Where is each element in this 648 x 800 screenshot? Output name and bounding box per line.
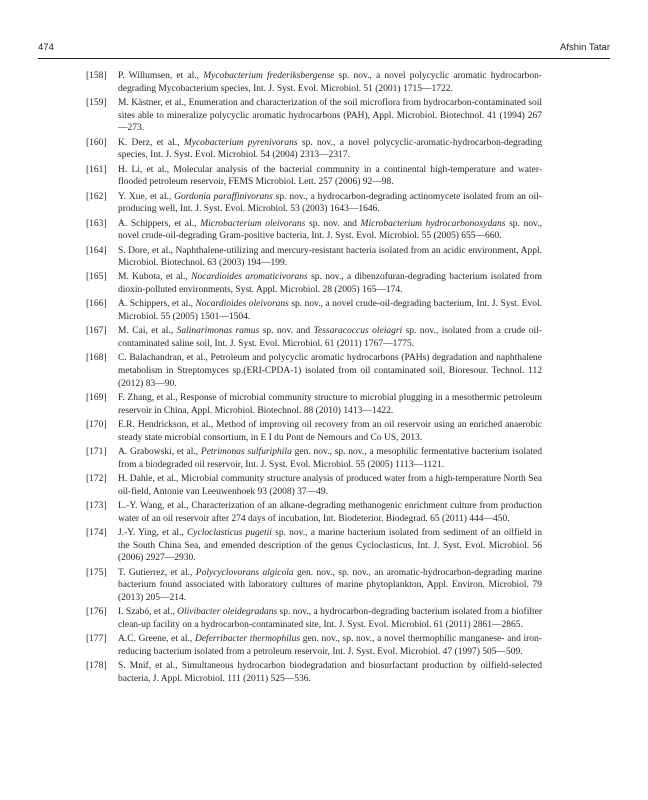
- page-number: 474: [38, 42, 54, 53]
- reference-item: [86, 352, 542, 390]
- species-name: Gordonia paraffinivorans: [174, 191, 273, 202]
- species-name: Tessaracoccus oleiagri: [313, 326, 403, 337]
- reference-text: gen. nov., sp. nov., an aromatic-hydrocarbon-degrading marine bacterium found associated with laboratory cultures of marine phytoplankton, Appl. Environ. Microbiol. 79 (2013) 205—214.: [118, 567, 542, 603]
- reference-text: gen. nov., sp. nov., a novel thermophilic manganese- and iron-reducing bacterium isolated from a petroleum reservoir, Int. J. Syst. Evol. Microbiol. 47 (1997) 505—509.: [118, 634, 542, 657]
- reference-text: M. Kubota, et al.,: [118, 272, 192, 283]
- reference-text: S. Mnif, et al., Simultaneous hydrocarbon biodegradation and biosurfactant production by oilfield-selected bacteria, J. Appl. Microbiol. 111 (2011) 525—536.: [118, 661, 542, 684]
- reference-number: [161]: [86, 164, 107, 175]
- reference-number: [164]: [86, 245, 107, 256]
- reference-item: [86, 660, 542, 685]
- reference-item: [86, 500, 542, 525]
- reference-text: A.C. Greene, et al.,: [118, 634, 195, 645]
- reference-number: [163]: [86, 218, 107, 229]
- species-name: Microbacterium hydrocarbonoxydans: [360, 218, 506, 229]
- running-author: Afshin Tatar: [560, 42, 610, 53]
- reference-number: [176]: [86, 607, 107, 618]
- reference-item: [86, 567, 542, 605]
- reference-text: Y. Xue, et al.,: [118, 191, 175, 202]
- species-name: Mycobacterium frederiksbergense: [203, 71, 335, 81]
- reference-text: sp. nov., a novel crude-oil-degrading bacterium, Int. J. Syst. Evol. Microbiol. 55 (2005) 1501—1504.: [118, 299, 542, 323]
- reference-item: [86, 606, 542, 631]
- reference-text: H. Li, et al., Molecular analysis of the bacterial community in a continental high-temperature and water-flooded petroleum reservoir, FEMS Microbiol. Lett. 257 (2006) 92—98.: [118, 164, 542, 188]
- reference-text: J.-Y. Ying, et al.,: [118, 527, 187, 538]
- reference-list: [86, 70, 542, 687]
- reference-text: C. Balachandran, et al., Petroleum and polycyclic aromatic hydrocarbons (PAHs) degradation and naphthalene metabolism in Streptomyces sp.(ERI-CPDA-1) isolated from oil contaminated soil, Bioresour. Technol. 112 (2012) 83—90.: [118, 353, 542, 389]
- reference-number: [178]: [86, 661, 107, 672]
- reference-number: [158]: [86, 71, 107, 81]
- reference-item: [86, 473, 542, 498]
- species-name: Salinarimonas ramus: [176, 326, 260, 337]
- reference-text: sp. nov., a marine bacterium isolated from sediment of an oilfield in the South China Sea, and emended description of the genus Cycloclasticus, Int. J. Syst. Evol. Microbiol. 56 (2006) 2927—2930.: [118, 527, 542, 564]
- reference-number: [162]: [86, 191, 107, 202]
- reference-item: [86, 446, 542, 471]
- species-name: Petrimonas sulfuriphila: [200, 446, 292, 457]
- header-rule: [38, 58, 610, 59]
- reference-text: I. Szabó, et al.,: [118, 607, 178, 618]
- reference-text: sp. nov., a novel polycyclic-aromatic-hydrocarbon-degrading species, Int. J. Syst. Evol. Microbiol. 54 (2004) 2313—2317.: [118, 137, 542, 161]
- reference-text: K. Derz, et al.,: [118, 137, 184, 148]
- reference-text: sp. nov., a hydrocarbon-degrading actinomycete isolated from an oil-producing well, Int. J. Syst. Evol. Microbiol. 53 (2003) 1643—1646.: [118, 191, 542, 215]
- reference-number: [170]: [86, 420, 107, 430]
- reference-text: A. Schippers, et al.,: [118, 299, 196, 310]
- reference-text: H. Dahle, et al., Microbial community structure analysis of produced water from a high-temperature North Sea oil-field, Antonie van Leeuwenhoek 93 (2008) 37—49.: [118, 473, 542, 497]
- reference-number: [173]: [86, 500, 107, 511]
- reference-text: sp. nov. and: [305, 218, 361, 229]
- species-name: Microbacterium oleivorans: [200, 218, 306, 229]
- reference-number: [177]: [86, 634, 107, 645]
- reference-text: sp. nov. and: [259, 326, 314, 337]
- reference-item: [86, 325, 542, 350]
- reference-item: [86, 633, 542, 658]
- reference-text: A. Grabowski, et al.,: [118, 446, 201, 457]
- reference-text: E.R. Hendrickson, et al., Method of improving oil recovery from an oil reservoir using an enriched anaerobic steady state microbial consortium, in E I du Pont de Nemours and Co US, 2013.: [118, 420, 542, 443]
- reference-item: [86, 191, 542, 216]
- reference-text: F. Zhang, et al., Response of microbial community structure to microbial plugging in a mesothermic petroleum reservoir in China, Appl. Microbiol. Biotechnol. 88 (2010) 1413—1422.: [118, 393, 542, 416]
- species-name: Deferribacter thermophilus: [194, 634, 301, 645]
- reference-number: [166]: [86, 299, 107, 310]
- reference-item: [86, 527, 542, 565]
- reference-number: [165]: [86, 272, 107, 283]
- reference-item: [86, 245, 542, 270]
- reference-text: L.-Y. Wang, et al., Characterization of an alkane-degrading methanogenic enrichment culture from production water of an oil reservoir after 274 days of incubation, Int. Biodeterior. Biodegrad. 65 (2011) 444—450.: [118, 500, 542, 524]
- reference-number: [172]: [86, 473, 107, 484]
- reference-number: [167]: [86, 326, 107, 337]
- reference-item: [86, 137, 542, 162]
- reference-text: gen. nov., sp. nov., a mesophilic fermentative bacterium isolated from a biodegraded oil reservoir, Int. J. Syst. Evol. Microbiol. 55 (2005) 1113—1121.: [118, 446, 542, 470]
- reference-number: [159]: [86, 97, 107, 108]
- reference-item: [86, 271, 542, 296]
- species-name: Olivibacter oleidegradans: [177, 607, 278, 618]
- reference-item: [86, 419, 542, 444]
- reference-text: M. Kästner, et al., Enumeration and characterization of the soil microflora from hydrocarbon-contaminated soil sites able to mineralize polycyclic aromatic hydrocarbons (PAH), Appl. Microbiol. Biotechnol. 41 (1994) 267—273.: [118, 97, 542, 134]
- species-name: Cycloclasticus pugetii: [186, 527, 272, 538]
- species-name: Nocardioides aromaticivorans: [191, 272, 308, 283]
- reference-number: [175]: [86, 567, 107, 578]
- reference-text: S. Dore, et al., Naphthalene-utilizing and mercury-resistant bacteria isolated from an acidic environment, Appl. Microbiol. Biotechnol. 63 (2003) 194—199.: [118, 245, 542, 269]
- species-name: Nocardioides oleivorans: [195, 299, 289, 310]
- reference-item: [86, 298, 542, 323]
- species-name: Mycobacterium pyrenivorans: [183, 137, 298, 148]
- reference-text: M. Cai, et al.,: [118, 326, 177, 337]
- reference-text: P. Willumsen, et al.,: [118, 71, 204, 81]
- running-header: [38, 42, 610, 56]
- reference-item: [86, 70, 542, 95]
- reference-number: [168]: [86, 353, 107, 364]
- reference-item: [86, 392, 542, 417]
- reference-text: A. Schippers, et al.,: [118, 218, 201, 229]
- reference-number: [169]: [86, 393, 107, 404]
- reference-number: [160]: [86, 137, 107, 148]
- reference-item: [86, 164, 542, 189]
- reference-item: [86, 218, 542, 243]
- reference-number: [171]: [86, 446, 107, 457]
- reference-item: [86, 97, 542, 135]
- reference-text: sp. nov., a dibenzofuran-degrading bacterium isolated from dioxin-polluted environments, Syst. Appl. Microbiol. 28 (2005) 165—174.: [118, 272, 542, 296]
- species-name: Polycyclovorans algicola: [195, 567, 294, 578]
- reference-text: T. Gutierrez, et al.,: [118, 567, 196, 578]
- reference-text: sp. nov., a hydrocarbon-degrading bacterium isolated from a biofilter clean-up facility on a hydrocarbon-contaminated site, Int. J. Syst. Evol. Microbiol. 61 (2011) 2861—2865.: [118, 607, 543, 630]
- reference-text: sp. nov., a novel polycyclic aromatic hydrocarbon-degrading Mycobacterium species, Int. J. Syst. Evol. Microbiol. 51 (2001) 1715—1722.: [118, 71, 542, 94]
- reference-text: sp. nov., isolated from a crude oil-contaminated saline soil, Int. J. Syst. Evol. Microbiol. 61 (2011) 1767—1775.: [118, 326, 542, 350]
- reference-number: [174]: [86, 527, 107, 538]
- reference-text: sp. nov., novel crude-oil-degrading Gram-positive bacteria, Int. J. Syst. Evol. Microbiol. 55 (2005) 655—660.: [118, 218, 542, 242]
